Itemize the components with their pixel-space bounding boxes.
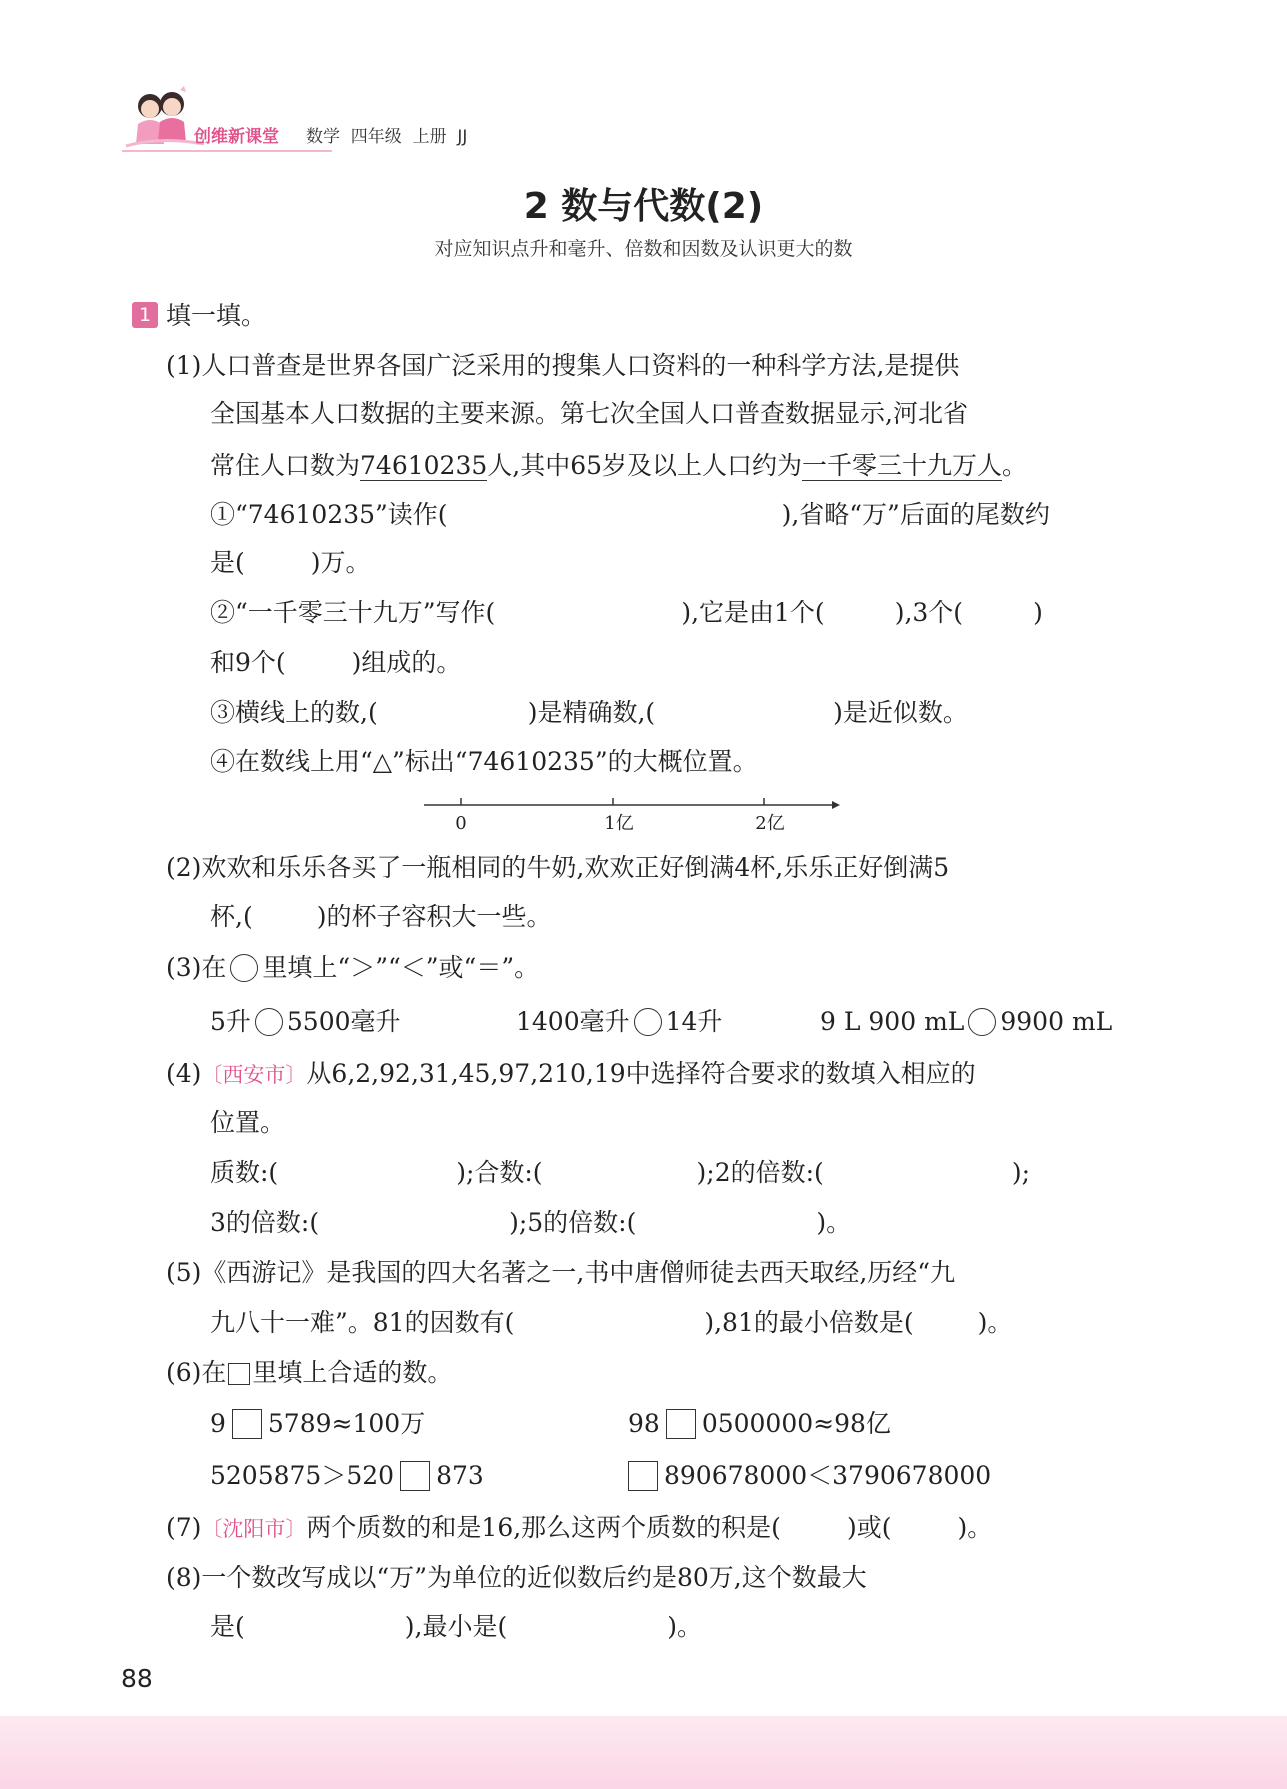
compare-2-left: 1400毫升 [516, 1007, 630, 1036]
p4-number: (4) [166, 1059, 202, 1088]
p1-sub-2-cont [210, 645, 461, 681]
p3-text-b: 里填上“＞”“＜”或“＝”。 [262, 953, 540, 982]
page-number: 88 [121, 1664, 153, 1693]
multiple-5-label: );5的倍数:( [509, 1208, 637, 1237]
exact-number-underlined: 74610235 [360, 451, 488, 480]
multiple-2-label: );2的倍数:( [696, 1158, 824, 1187]
compare-circle-2[interactable] [634, 1008, 662, 1036]
sub-2-text-c: ),3个( [894, 598, 964, 627]
p1-sub-2 [210, 595, 1043, 631]
sub-3-text-b: )是精确数,( [527, 698, 656, 727]
fill-3 [210, 1458, 484, 1494]
sub-3-text: ③横线上的数,( [210, 698, 378, 727]
sub-1-text-c: 是( [210, 548, 245, 577]
fill-1-left: 9 [210, 1409, 226, 1438]
p1-sub-1 [210, 497, 1050, 533]
compare-3-right: 9900 mL [1000, 1007, 1113, 1036]
header-divider [122, 150, 332, 152]
p8-line-1: (8)一个数改写成以“万”为单位的近似数后约是80万,这个数最大 [166, 1563, 867, 1592]
page-subtitle: 对应知识点升和毫升、倍数和因数及认识更大的数 [434, 238, 853, 260]
p5-text-a: 九八十一难”。81的因数有( [210, 1308, 515, 1337]
fill-box-2[interactable] [666, 1409, 696, 1439]
compare-3-left: 9 L 900 mL [820, 1007, 965, 1036]
p8-text-a: 是( [210, 1612, 245, 1641]
region-tag-shenyang: 〔沈阳市〕 [201, 1517, 307, 1541]
p5-line-2 [210, 1305, 1012, 1341]
fill-3-left: 5205875＞520 [210, 1461, 395, 1490]
numline-tick-0: 0 [455, 813, 467, 834]
fill-4 [628, 1458, 991, 1494]
sub-2-text-e: 和9个( [210, 648, 286, 677]
p1-line-3 [210, 448, 1027, 484]
p3-line-1 [166, 950, 539, 986]
sub-1-text: ①“74610235”读作( [210, 500, 448, 529]
compare-1-left: 5升 [210, 1007, 251, 1036]
p7-line [166, 1510, 992, 1547]
compare-circle-1[interactable] [255, 1008, 283, 1036]
number-line[interactable] [420, 796, 840, 836]
p7-text-a: 两个质数的和是16,那么这两个质数的积是( [306, 1513, 781, 1542]
p4-text: 从6,2,92,31,45,97,210,19中选择符合要求的数填入相应的 [306, 1059, 976, 1088]
sub-1-text-d: )万。 [310, 548, 371, 577]
p7-number: (7) [166, 1513, 202, 1542]
fill-box-1[interactable] [232, 1409, 262, 1439]
p1-line-2: 全国基本人口数据的主要来源。第七次全国人口普查数据显示,河北省 [210, 399, 968, 428]
p1-line-1: (1)人口普查是世界各国广泛采用的搜集人口资料的一种科学方法,是提供 [166, 351, 960, 380]
p4-line-3 [210, 1155, 1030, 1191]
numline-tick-2: 2亿 [755, 813, 785, 834]
compare-3 [820, 1004, 1112, 1040]
p5-text-c: )。 [977, 1308, 1013, 1337]
composite-label: );合数:( [456, 1158, 543, 1187]
p6-line-1 [166, 1355, 452, 1391]
compare-1-right: 5500毫升 [286, 1007, 401, 1036]
fill-2-left: 98 [628, 1409, 660, 1438]
fill-1 [210, 1406, 425, 1442]
p5-text-b: ),81的最小倍数是( [704, 1308, 914, 1337]
p7-text-b: )或( [846, 1513, 892, 1542]
fill-4-right: 890678000＜3790678000 [664, 1461, 992, 1490]
sub-3-text-c: )是近似数。 [833, 698, 968, 727]
compare-2-right: 14升 [665, 1007, 723, 1036]
p2-text-a: 杯,( [210, 902, 253, 931]
p3-text-a: (3)在 [166, 953, 227, 982]
question-1-heading [132, 298, 266, 334]
multiple-3-label: 3的倍数:( [210, 1208, 320, 1237]
fill-2-right: 0500000≈98亿 [701, 1409, 891, 1438]
brand-name: 创维新课堂 [194, 127, 279, 147]
fill-box-4[interactable] [628, 1461, 658, 1491]
p5-line-1: (5)《西游记》是我国的四大名著之一,书中唐僧师徒去西天取经,历经“九 [166, 1258, 956, 1287]
fill-2 [628, 1406, 891, 1442]
compare-circle-3[interactable] [968, 1008, 996, 1036]
p2-line-2 [210, 899, 551, 935]
region-tag-xian: 〔西安市〕 [201, 1063, 307, 1087]
p8-text-b: ),最小是( [404, 1612, 508, 1641]
sub-1-text-b: ),省略“万”后面的尾数约 [781, 500, 1050, 529]
prime-label: 质数:( [210, 1158, 279, 1187]
question-number-badge: 1 [132, 302, 158, 328]
numline-tick-1: 1亿 [604, 813, 634, 834]
p8-text-c: )。 [667, 1612, 702, 1641]
p4-line-4 [210, 1205, 851, 1241]
p4-line-2: 位置。 [210, 1108, 286, 1137]
p2-text-b: )的杯子容积大一些。 [316, 902, 552, 931]
page-title: 2 数与代数(2) [523, 186, 764, 227]
p6-text-a: (6)在 [166, 1358, 227, 1387]
sub-2-text-f: )组成的。 [351, 648, 462, 677]
question-1-label: 填一填。 [166, 301, 267, 330]
page-header [120, 84, 520, 154]
p7-text-c: )。 [957, 1513, 993, 1542]
p1-line-3e: 。 [1002, 451, 1028, 480]
approx-number-underlined: 一千零三十九万人 [802, 451, 1003, 480]
sub-2-text-b: ),它是由1个( [681, 598, 825, 627]
sub-2-text: ②“一千零三十九万”写作( [210, 598, 496, 627]
fill-1-right: 5789≈100万 [267, 1409, 426, 1438]
sub-2-text-d: ) [1033, 598, 1043, 627]
p1-line-3c: 人,其中65岁及以上人口约为 [487, 451, 803, 480]
p1-line-3a: 常住人口数为 [210, 451, 361, 480]
fill-box-3[interactable] [400, 1461, 430, 1491]
p1-sub-4: ④在数线上用“△”标出“74610235”的大概位置。 [210, 747, 758, 776]
circle-symbol-icon [230, 954, 258, 982]
compare-1 [210, 1004, 401, 1040]
footer-band [0, 1716, 1287, 1789]
p1-sub-1-cont [210, 545, 371, 581]
square-symbol-icon [228, 1363, 250, 1385]
book-info: 数学 四年级 上册 JJ [306, 127, 468, 147]
p4-end: )。 [816, 1208, 852, 1237]
p1-sub-3 [210, 695, 968, 731]
p4-line-1 [166, 1056, 976, 1093]
p6-text-b: 里填上合适的数。 [252, 1358, 453, 1387]
compare-2 [516, 1004, 722, 1040]
p8-line-2 [210, 1609, 702, 1645]
p2-line-1: (2)欢欢和乐乐各买了一瓶相同的牛奶,欢欢正好倒满4杯,乐乐正好倒满5 [166, 853, 950, 882]
p4-sep: ); [1011, 1158, 1030, 1187]
fill-3-right: 873 [436, 1461, 484, 1490]
